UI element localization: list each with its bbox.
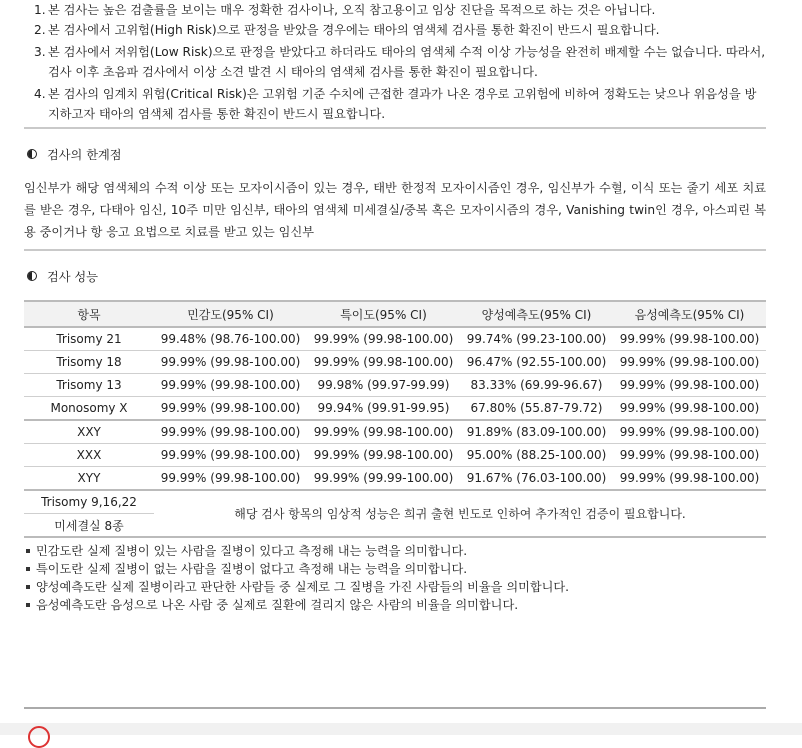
note-item: 1. 본 검사는 높은 검출률을 보이는 매우 정확한 검사이나, 오직 참고용이고 임상 진단을 목적으로 하는 것은 아닙니다. <box>34 3 656 17</box>
table-header-row <box>24 301 766 327</box>
table-row: Trisomy 21 99.48% (98.76-100.00) 99.99% (99.98-100.00) 99.74% (99.23-100.00) 99.99% (99.98-100.00) <box>24 327 766 351</box>
note-item: 4. 본 검사의 임계치 위험(Critical Risk)은 고위험 기준 수치에 근접한 결과가 나온 경우로 고위험에 비하여 정확도는 낮으나 위음성을 방지하고자 태아의 염색체 검사를 통한 확진이 반드시 필요합니다. <box>34 87 757 121</box>
logo-mark-icon <box>28 726 50 748</box>
col-header: 민감도(95% CI) <box>154 301 307 327</box>
col-header: 항목 <box>24 301 154 327</box>
table-row: Trisomy 18 99.99% (99.98-100.00) 99.99% (99.98-100.00) 96.47% (92.55-100.00) 99.99% (99.98-100.00) <box>24 351 766 374</box>
report-page <box>24 0 766 614</box>
definition-item: 민감도란 실제 질병이 있는 사람을 질병이 있다고 측정해 내는 능력을 의미합니다. <box>24 542 766 560</box>
col-header: 특이도(95% CI) <box>307 301 460 327</box>
limitations-text: 임신부가 해당 염색체의 수적 이상 또는 모자이시즘이 있는 경우, 태반 한정적 모자이시즘인 경우, 임신부가 수혈, 이식 또는 줄기 세포 치료를 받은 경우, 다태아 임신, 10주 미만 임신부, 태아의 염색체 미세결실/중복 혹은 모자이시즘의 경우, Vanishing twin인 경우, 아스피린 복용 중이거나 항 응고 요법으로 치료를 받고 있는 임신부 <box>24 181 766 239</box>
footer-divider <box>24 707 766 709</box>
definition-item: 특이도란 실제 질병이 없는 사람을 질병이 없다고 측정해 내는 능력을 의미합니다. <box>24 560 766 578</box>
limitations-heading: 검사의 한계점 <box>24 144 766 164</box>
performance-table <box>24 300 766 538</box>
notes-list <box>24 0 766 124</box>
col-header: 음성예측도(95% CI) <box>613 301 766 327</box>
table-row: XXY 99.99% (99.98-100.00) 99.99% (99.98-100.00) 91.89% (83.09-100.00) 99.99% (99.98-100.00) <box>24 420 766 444</box>
col-header: 양성예측도(95% CI) <box>460 301 613 327</box>
extra-note: 해당 검사 항목의 임상적 성능은 희귀 출현 빈도로 인하여 추가적인 검증이 필요합니다. <box>154 490 766 537</box>
definitions-list <box>24 542 766 614</box>
half-circle-icon <box>27 271 37 281</box>
table-row: XYY 99.99% (99.98-100.00) 99.99% (99.99-100.00) 91.67% (76.03-100.00) 99.99% (99.98-100.00) <box>24 467 766 491</box>
table-row: Monosomy X 99.99% (99.98-100.00) 99.94% (99.91-99.95) 67.80% (55.87-79.72) 99.99% (99.98-100.00) <box>24 397 766 421</box>
table-row: XXX 99.99% (99.98-100.00) 99.99% (99.98-100.00) 95.00% (88.25-100.00) 99.99% (99.98-100.00) <box>24 444 766 467</box>
footer-bar <box>0 723 802 735</box>
half-circle-icon <box>27 149 37 159</box>
performance-heading: 검사 성능 <box>24 266 766 286</box>
table-row: 미세결실 8종 <box>24 514 766 538</box>
table-row: Trisomy 9,16,22 해당 검사 항목의 임상적 성능은 희귀 출현 빈도로 인하여 추가적인 검증이 필요합니다. <box>24 490 766 514</box>
divider <box>24 249 766 251</box>
divider <box>24 127 766 129</box>
definition-item: 음성예측도란 음성으로 나온 사람 중 실제로 질환에 걸리지 않은 사람의 비율을 의미합니다. <box>24 596 766 614</box>
note-item: 2. 본 검사에서 고위험(High Risk)으로 판정을 받았을 경우에는 태아의 염색체 검사를 통한 확진이 반드시 필요합니다. <box>34 23 660 37</box>
table-row: Trisomy 13 99.99% (99.98-100.00) 99.98% (99.97-99.99) 83.33% (69.99-96.67) 99.99% (99.98-100.00) <box>24 374 766 397</box>
note-item: 3. 본 검사에서 저위험(Low Risk)으로 판정을 받았다고 하더라도 태아의 염색체 수적 이상 가능성을 완전히 배제할 수는 없습니다. 따라서, 검사 이후 초음파 검사에서 이상 소견 발견 시 태아의 염색체 검사를 통한 확진이 필요합니다. <box>34 45 766 79</box>
definition-item: 양성예측도란 실제 질병이라고 판단한 사람들 중 실제로 그 질병을 가진 사람들의 비율을 의미합니다. <box>24 578 766 596</box>
